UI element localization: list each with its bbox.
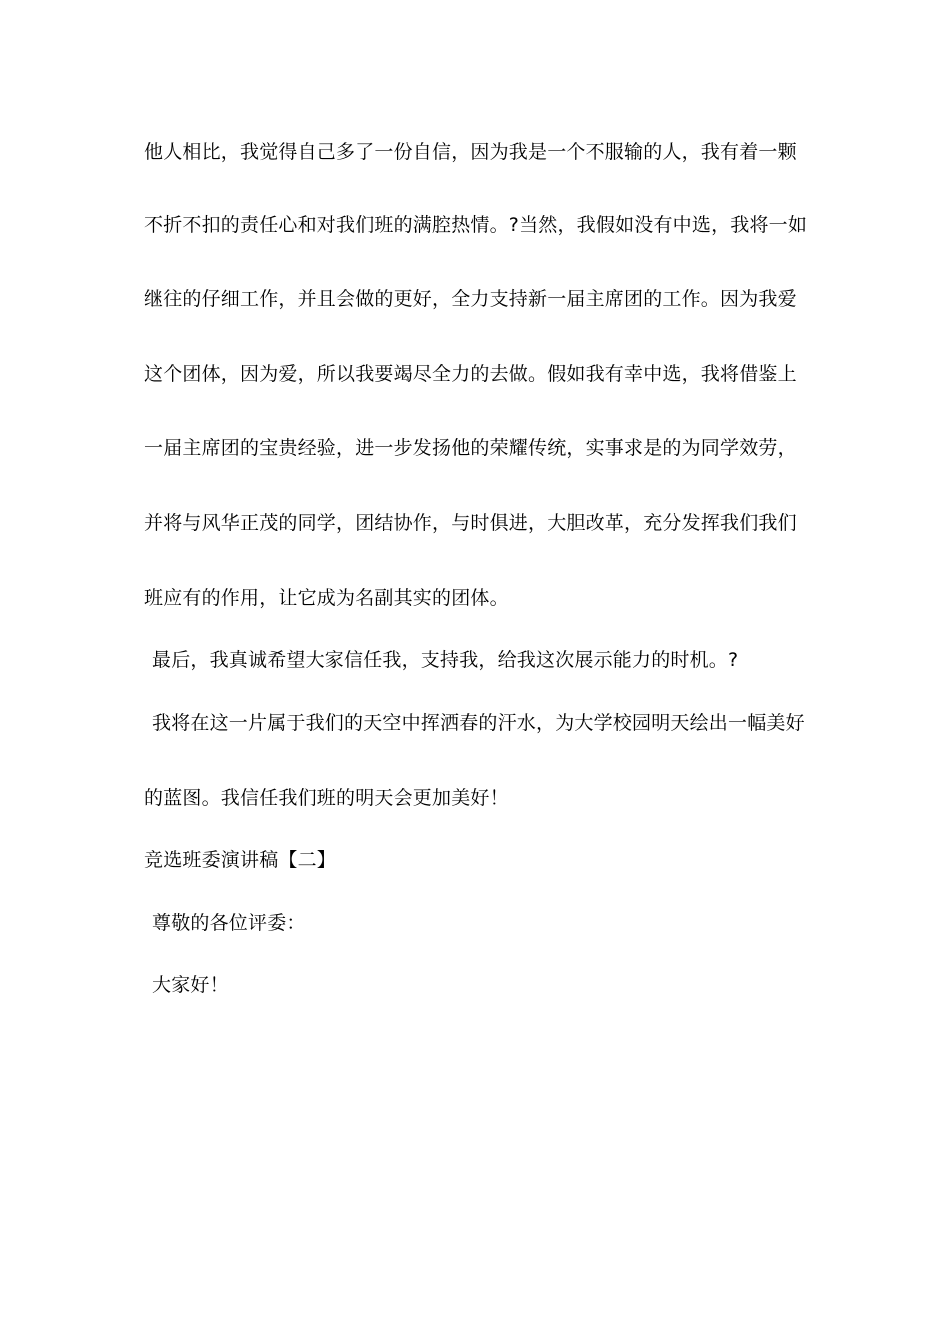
- section-heading: 竞选班委演讲稿【二】: [144, 849, 337, 871]
- paragraph-line: 并将与风华正茂的同学，团结协作，与时俱进，大胆改革，充分发挥我们我们: [144, 512, 797, 534]
- salutation-line: 尊敬的各位评委：: [152, 912, 306, 934]
- paragraph-line: 一届主席团的宝贵经验，进一步发扬他的荣耀传统，实事求是的为同学效劳，: [144, 437, 797, 459]
- paragraph-line: 的蓝图。我信任我们班的明天会更加美好！: [144, 787, 509, 809]
- greeting-line: 大家好！: [152, 974, 229, 996]
- paragraph-line: 他人相比，我觉得自己多了一份自信，因为我是一个不服输的人，我有着一颗: [144, 141, 797, 163]
- paragraph-line: 继往的仔细工作，并且会做的更好，全力支持新一届主席团的工作。因为我爱: [144, 288, 797, 310]
- paragraph-line: 这个团体，因为爱，所以我要竭尽全力的去做。假如我有幸中选，我将借鉴上: [144, 363, 797, 385]
- paragraph-line: 不折不扣的责任心和对我们班的满腔热情。?当然，我假如没有中选，我将一如: [144, 214, 808, 236]
- paragraph-line: 我将在这一片属于我们的天空中挥洒春的汗水，为大学校园明天绘出一幅美好: [152, 712, 805, 734]
- paragraph-line: 最后，我真诚希望大家信任我，支持我，给我这次展示能力的时机。?: [152, 649, 739, 671]
- paragraph-line: 班应有的作用，让它成为名副其实的团体。: [144, 587, 509, 609]
